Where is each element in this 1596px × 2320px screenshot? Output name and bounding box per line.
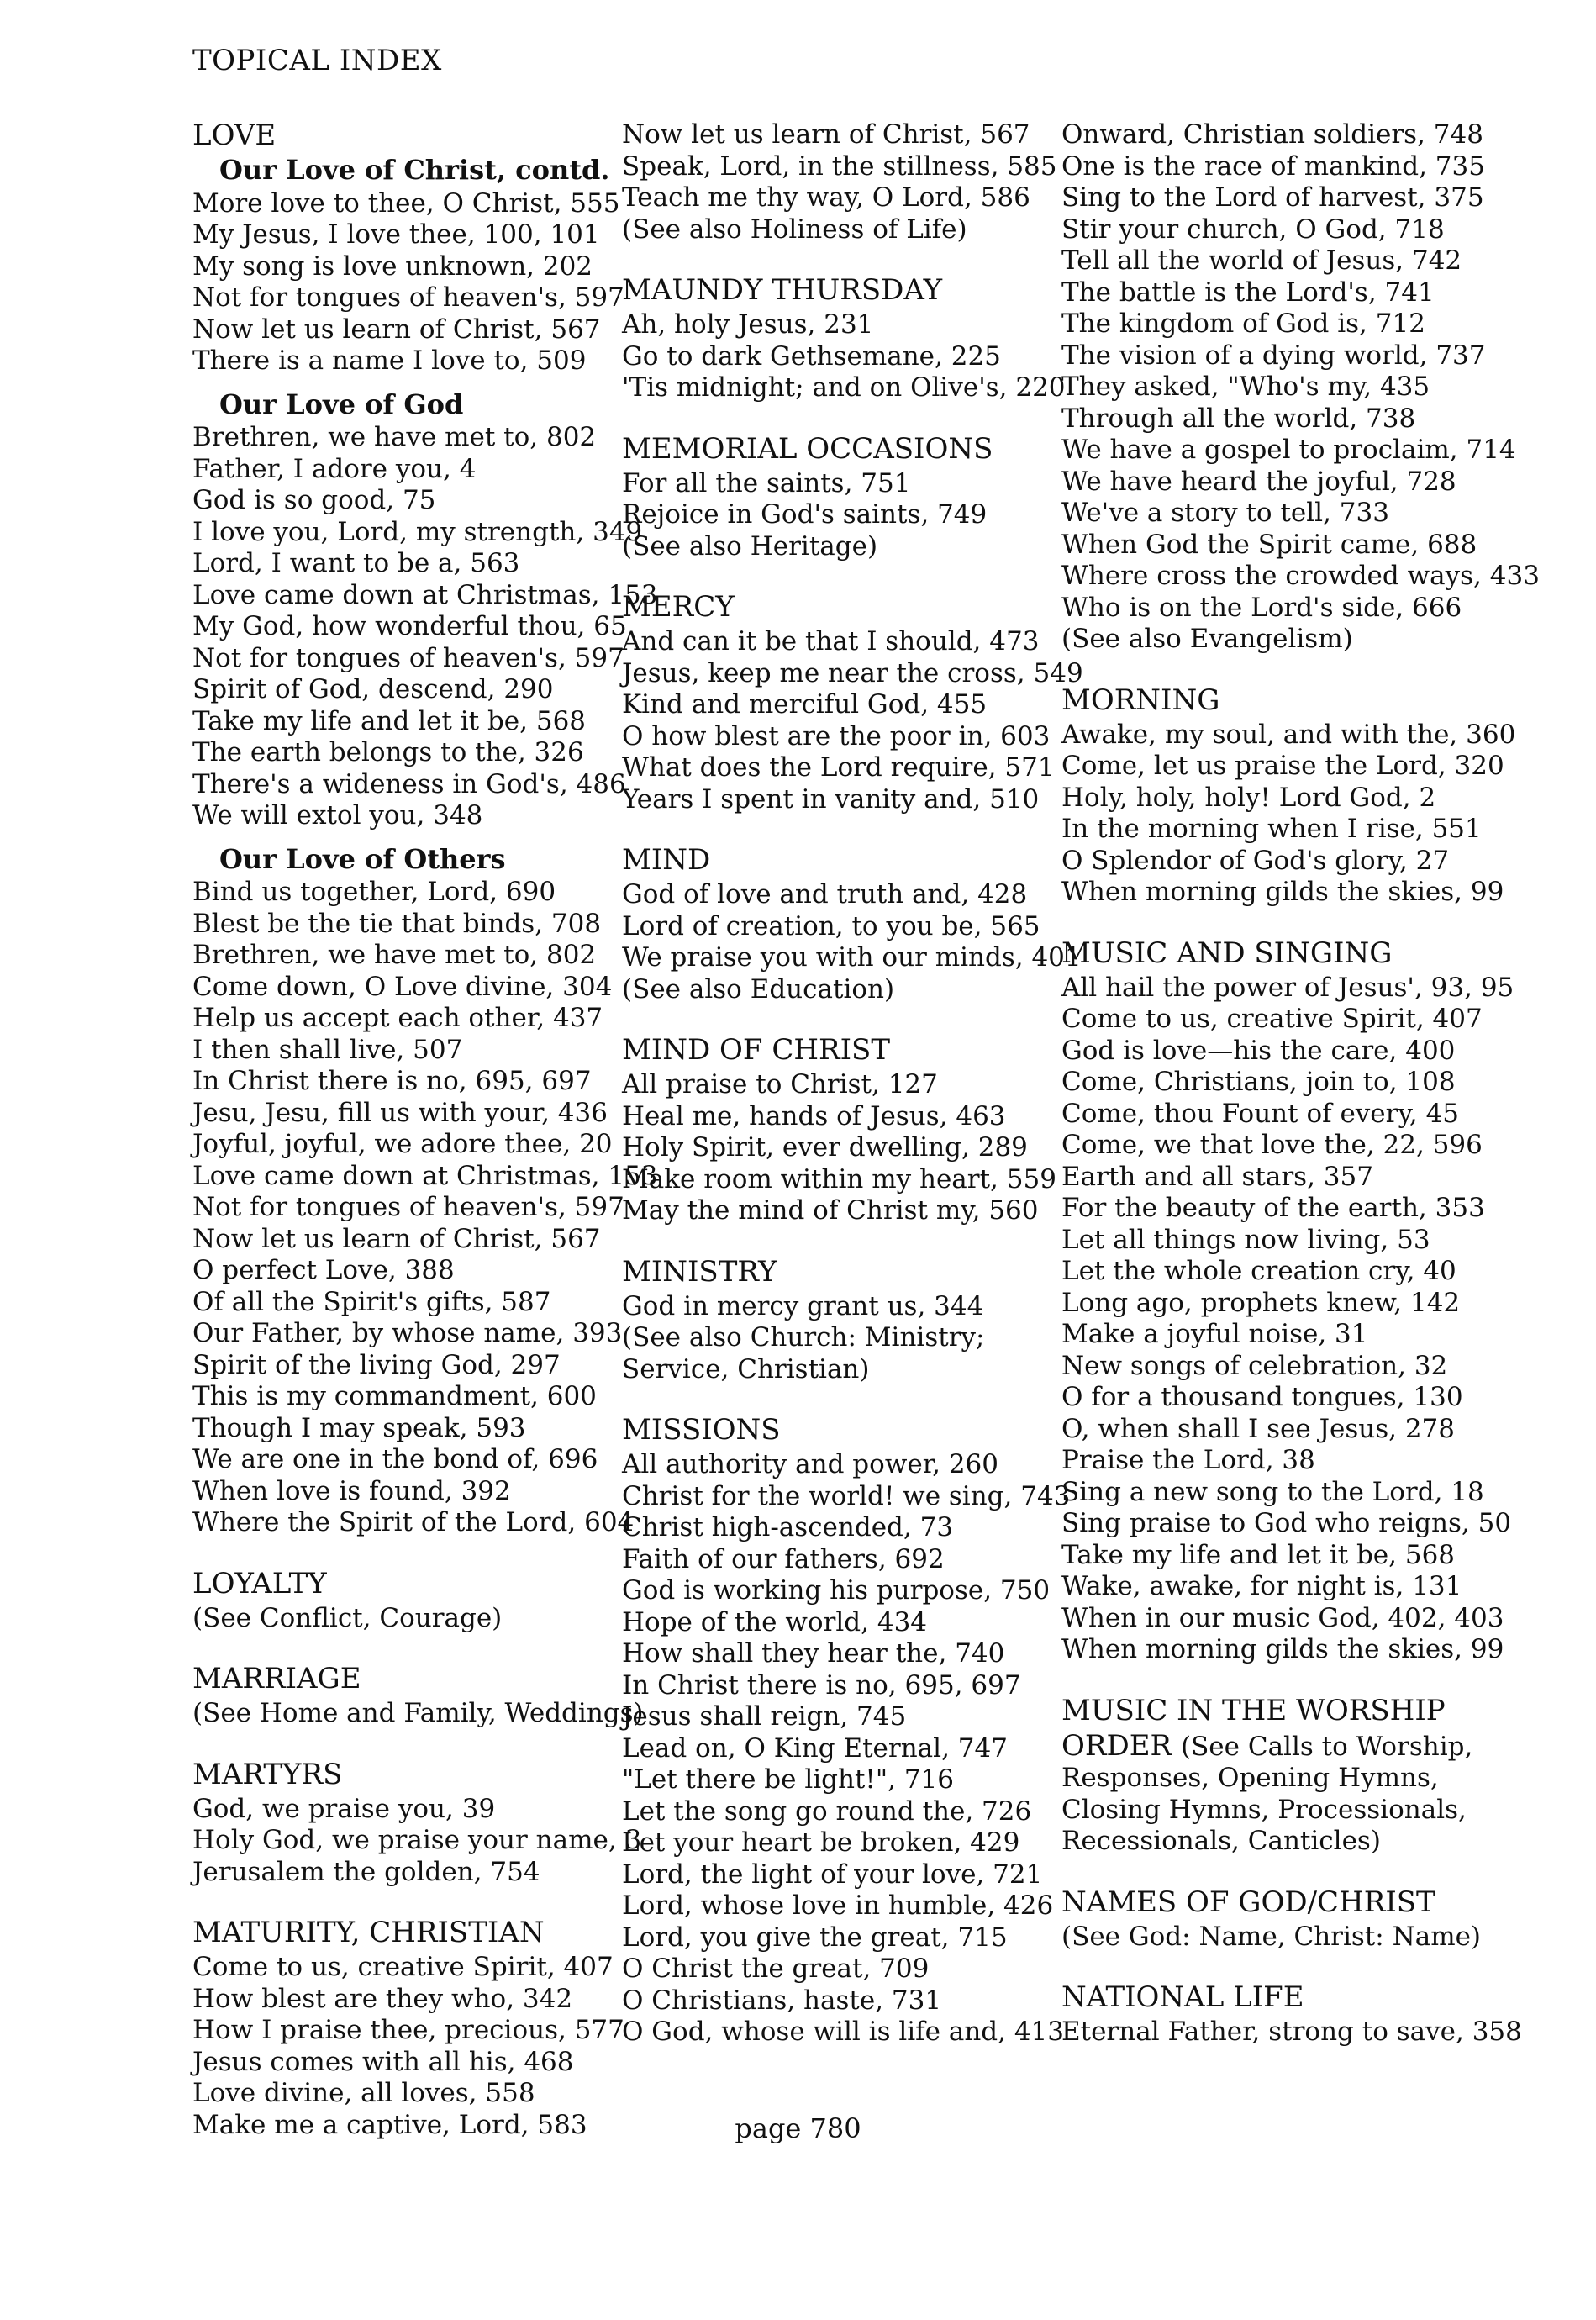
index-section	[622, 433, 1042, 563]
index-entry: Lord, the light of your love, 721	[622, 1859, 1043, 1890]
section-heading: MARTYRS	[192, 1757, 343, 1791]
index-column-1	[192, 119, 658, 2170]
index-column-3	[1061, 119, 1540, 2077]
index-entry: What does the Lord require, 571	[622, 752, 1055, 783]
index-entry: Stir your church, O God, 718	[1061, 214, 1445, 245]
index-entry: The vision of a dying world, 737	[1061, 340, 1486, 371]
index-entry: Though I may speak, 593	[192, 1412, 526, 1443]
index-subsection	[192, 842, 658, 1539]
index-entry: (See Conflict, Courage)	[192, 1602, 503, 1633]
index-entry: New songs of celebration, 32	[1061, 1350, 1448, 1381]
index-section	[1061, 119, 1540, 656]
index-entry: We will extol you, 348	[192, 800, 483, 830]
index-entry: Jesus shall reign, 745	[622, 1701, 907, 1732]
index-entry: Closing Hymns, Processionals,	[1061, 1794, 1467, 1825]
index-entry: Tell all the world of Jesus, 742	[1061, 245, 1462, 276]
index-entry: Rejoice in God's saints, 749	[622, 499, 988, 530]
index-section	[1061, 937, 1515, 1666]
index-entry: All praise to Christ, 127	[622, 1069, 938, 1099]
section-heading: MIND	[622, 843, 711, 877]
index-entry: I then shall live, 507	[192, 1034, 463, 1065]
index-entry: Make room within my heart, 559	[622, 1163, 1056, 1194]
index-entry: O God, whose will is life and, 413	[622, 2017, 1065, 2047]
index-entry: Earth and all stars, 357	[1061, 1161, 1373, 1192]
index-entry: We have heard the joyful, 728	[1061, 466, 1456, 497]
index-entry: Let your heart be broken, 429	[622, 1827, 1020, 1858]
index-entry: Father, I adore you, 4	[192, 453, 477, 484]
index-column-2	[622, 119, 1083, 2077]
index-entry: Let all things now living, 53	[1061, 1224, 1430, 1255]
index-entry: Jesus comes with all his, 468	[192, 2046, 574, 2077]
index-entry: Eternal Father, strong to save, 358	[1061, 2017, 1522, 2047]
index-entry: Faith of our fathers, 692	[622, 1543, 945, 1574]
index-entry: O Christians, haste, 731	[622, 1985, 942, 2016]
index-section	[1061, 1695, 1515, 1858]
index-entry: God is working his purpose, 750	[622, 1575, 1051, 1606]
index-entry: Jesu, Jesu, fill us with your, 436	[192, 1097, 608, 1128]
index-entry: My God, how wonderful thou, 65	[192, 611, 627, 641]
index-entry: Holy, holy, holy! Lord God, 2	[1061, 782, 1436, 813]
index-entry: O how blest are the poor in, 603	[622, 720, 1051, 751]
index-section	[1061, 1886, 1515, 1954]
index-entry: Not for tongues of heaven's, 597	[192, 282, 624, 313]
section-heading: MARRIAGE	[192, 1662, 361, 1695]
index-entry: O for a thousand tongues, 130	[1061, 1382, 1463, 1412]
index-entry: Awake, my soul, and with the, 360	[1061, 719, 1516, 750]
index-entry: Go to dark Gethsemane, 225	[622, 340, 1001, 372]
index-entry: (See also Evangelism)	[1061, 624, 1353, 654]
index-entry: Recessionals, Canticles)	[1061, 1826, 1381, 1856]
section-heading: NATIONAL LIFE	[1061, 1980, 1304, 2014]
index-entry: Wake, awake, for night is, 131	[1061, 1571, 1462, 1601]
index-entry: Christ high-ascended, 73	[622, 1512, 954, 1542]
index-section	[192, 1568, 613, 1635]
index-entry: (See also Holiness of Life)	[622, 214, 967, 245]
index-entry: All authority and power, 260	[622, 1449, 998, 1479]
index-entry: 'Tis midnight; and on Olive's, 220	[622, 372, 1066, 403]
index-section	[622, 119, 1057, 245]
index-entry: God is so good, 75	[192, 485, 436, 515]
index-entry: Through all the world, 738	[1061, 403, 1416, 434]
index-section	[192, 119, 658, 1539]
index-entry: Where the Spirit of the Lord, 604	[192, 1507, 635, 1537]
index-entry: Come, we that love the, 22, 596	[1061, 1130, 1483, 1160]
index-entry: (See also Heritage)	[622, 530, 878, 562]
index-entry: I love you, Lord, my strength, 349	[192, 516, 643, 547]
subsection-heading: Our Love of Others	[219, 842, 506, 875]
index-entry: Make me a captive, Lord, 583	[192, 2109, 587, 2140]
index-section	[622, 843, 1082, 1005]
index-entry: Come, let us praise the Lord, 320	[1061, 751, 1504, 781]
index-entry: Not for tongues of heaven's, 597	[192, 1192, 624, 1222]
index-entry: Lord, I want to be a, 563	[192, 548, 520, 578]
index-entry: There's a wideness in God's, 486	[192, 768, 626, 799]
index-entry: Ah, holy Jesus, 231	[622, 309, 874, 340]
section-heading: MUSIC IN THE WORSHIP	[1061, 1693, 1446, 1727]
index-entry: Teach me thy way, O Lord, 586	[622, 182, 1030, 213]
index-entry: O Christ the great, 709	[622, 1954, 930, 1984]
section-heading: LOVE	[192, 119, 277, 152]
index-entry: Lord of creation, to you be, 565	[622, 910, 1040, 941]
index-entry: Spirit of the living God, 297	[192, 1349, 561, 1380]
index-entry: Come down, O Love divine, 304	[192, 971, 613, 1002]
index-entry: Holy God, we praise your name, 3	[192, 1825, 642, 1855]
index-entry: (See Home and Family, Weddings)	[192, 1698, 644, 1728]
index-section	[192, 1916, 624, 2141]
index-entry: How I praise thee, precious, 577	[192, 2015, 624, 2045]
section-heading: NAMES OF GOD/CHRIST	[1061, 1885, 1435, 1919]
index-entry: God, we praise you, 39	[192, 1793, 496, 1824]
index-entry: The battle is the Lord's, 741	[1061, 277, 1435, 308]
index-entry: Hope of the world, 434	[622, 1606, 928, 1637]
index-entry: We are one in the bond of, 696	[192, 1444, 598, 1474]
index-entry: For the beauty of the earth, 353	[1061, 1193, 1485, 1223]
index-entry: When morning gilds the skies, 99	[1061, 1634, 1504, 1664]
index-entry: Holy Spirit, ever dwelling, 289	[622, 1132, 1028, 1163]
index-section	[622, 1413, 1071, 2048]
index-entry: Speak, Lord, in the stillness, 585	[622, 150, 1057, 182]
index-entry: My song is love unknown, 202	[192, 250, 593, 282]
index-entry: O Splendor of God's glory, 27	[1061, 845, 1450, 876]
index-entry: Make a joyful noise, 31	[1061, 1319, 1368, 1349]
index-entry: In the morning when I rise, 551	[1061, 814, 1482, 844]
index-entry: Sing praise to God who reigns, 50	[1061, 1508, 1512, 1538]
index-entry: God of love and truth and, 428	[622, 879, 1028, 910]
subsection-heading: Our Love of God	[219, 388, 464, 420]
index-entry: More love to thee, O Christ, 555	[192, 187, 620, 219]
index-entry: Sing to the Lord of harvest, 375	[1061, 182, 1484, 213]
index-entry: This is my commandment, 600	[192, 1381, 597, 1411]
index-entry: Spirit of God, descend, 290	[192, 674, 554, 704]
index-section	[622, 1256, 1042, 1386]
section-heading: LOYALTY	[192, 1566, 327, 1600]
index-entry: In Christ there is no, 695, 697	[622, 1669, 1021, 1700]
index-entry: Responses, Opening Hymns,	[1061, 1763, 1439, 1793]
index-entry: May the mind of Christ my, 560	[622, 1195, 1039, 1226]
index-entry: Come, Christians, join to, 108	[1061, 1067, 1456, 1097]
index-entry: Service, Christian)	[622, 1353, 870, 1384]
index-entry: They asked, "Who's my, 435	[1061, 372, 1430, 402]
index-entry: For all the saints, 751	[622, 467, 911, 498]
index-section	[622, 273, 1066, 404]
index-entry: When love is found, 392	[192, 1475, 511, 1506]
section-note: (See Calls to Worship,	[1180, 1731, 1473, 1762]
index-entry: When God the Spirit came, 688	[1061, 529, 1477, 560]
index-entry: Take my life and let it be, 568	[1061, 1539, 1456, 1570]
index-entry: We've a story to tell, 733	[1061, 498, 1389, 528]
index-entry: Help us accept each other, 437	[192, 1003, 603, 1033]
index-entry: We praise you with our minds, 401	[622, 942, 1082, 973]
index-entry: Years I spent in vanity and, 510	[622, 783, 1040, 815]
section-heading: MUSIC AND SINGING	[1061, 936, 1393, 970]
page-number: page 780	[735, 2112, 861, 2144]
index-entry: We have a gospel to proclaim, 714	[1061, 435, 1516, 465]
index-entry: Not for tongues of heaven's, 597	[192, 642, 624, 673]
section-heading: MAUNDY THURSDAY	[622, 273, 943, 307]
index-entry: (See also Education)	[622, 973, 895, 1004]
section-heading: MEMORIAL OCCASIONS	[622, 431, 993, 466]
index-section	[622, 590, 1083, 815]
index-entry: There is a name I love to, 509	[192, 345, 587, 376]
index-entry: (See God: Name, Christ: Name)	[1061, 1921, 1482, 1952]
index-entry: Heal me, hands of Jesus, 463	[622, 1100, 1006, 1131]
index-entry: Jerusalem the golden, 754	[192, 1856, 540, 1887]
index-entry: My Jesus, I love thee, 100, 101	[192, 219, 600, 250]
index-entry: Come to us, creative Spirit, 407	[1061, 1004, 1483, 1034]
index-entry: God in mercy grant us, 344	[622, 1290, 984, 1321]
page-title: TOPICAL INDEX	[192, 44, 442, 77]
section-heading-continued: ORDER	[1061, 1728, 1172, 1763]
index-entry: Praise the Lord, 38	[1061, 1445, 1315, 1475]
index-entry: The earth belongs to the, 326	[192, 737, 584, 767]
section-heading: MATURITY, CHRISTIAN	[192, 1916, 545, 1949]
index-entry: Long ago, prophets knew, 142	[1061, 1287, 1461, 1318]
index-entry: Now let us learn of Christ, 567	[192, 1223, 601, 1254]
index-entry: Come, thou Fount of every, 45	[1061, 1098, 1460, 1129]
section-heading-line	[1061, 1730, 1515, 1764]
index-entry: When morning gilds the skies, 99	[1061, 877, 1504, 907]
index-entry: Brethren, we have met to, 802	[192, 422, 597, 452]
subsection-heading: Our Love of Christ, contd.	[219, 154, 610, 186]
index-subsection	[192, 154, 624, 377]
index-entry: How blest are they who, 342	[192, 1983, 573, 2014]
section-heading: MORNING	[1061, 683, 1220, 717]
index-entry: O, when shall I see Jesus, 278	[1061, 1413, 1455, 1444]
index-entry: Let the song go round the, 726	[622, 1795, 1032, 1827]
index-entry: Of all the Spirit's gifts, 587	[192, 1286, 551, 1317]
index-entry: And can it be that I should, 473	[622, 626, 1040, 656]
index-entry: Love divine, all loves, 558	[192, 2078, 535, 2108]
index-entry: Brethren, we have met to, 802	[192, 940, 597, 970]
section-heading: MERCY	[622, 590, 735, 624]
index-entry: (See also Church: Ministry;	[622, 1322, 985, 1352]
index-entry: How shall they hear the, 740	[622, 1638, 1005, 1669]
index-entry: Christ for the world! we sing, 743	[622, 1480, 1071, 1511]
index-entry: Where cross the crowded ways, 433	[1061, 561, 1540, 591]
index-section	[192, 1662, 644, 1730]
index-entry: Love came down at Christmas, 153	[192, 579, 658, 610]
index-entry: When in our music God, 402, 403	[1061, 1602, 1504, 1633]
index-entry: The kingdom of God is, 712	[1061, 308, 1425, 339]
index-entry: Now let us learn of Christ, 567	[622, 119, 1030, 150]
index-entry: In Christ there is no, 695, 697	[192, 1066, 592, 1096]
index-entry: Lord, you give the great, 715	[622, 1922, 1008, 1953]
index-entry: Let the whole creation cry, 40	[1061, 1256, 1456, 1286]
index-entry: Love came down at Christmas, 153	[192, 1160, 658, 1191]
index-entry: Our Father, by whose name, 393	[192, 1318, 623, 1348]
index-entry: Come to us, creative Spirit, 407	[192, 1952, 614, 1982]
index-entry: Take my life and let it be, 568	[192, 705, 587, 736]
index-entry: Now let us learn of Christ, 567	[192, 314, 601, 345]
index-entry: Onward, Christian soldiers, 748	[1061, 119, 1483, 150]
index-section	[1061, 684, 1515, 909]
index-entry: Kind and merciful God, 455	[622, 689, 988, 720]
section-heading: MISSIONS	[622, 1413, 781, 1447]
index-subsection	[192, 388, 658, 832]
index-section	[192, 1757, 642, 1889]
index-entry: O perfect Love, 388	[192, 1255, 455, 1285]
index-entry: Lead on, O King Eternal, 747	[622, 1732, 1008, 1764]
index-entry: Sing a new song to the Lord, 18	[1061, 1476, 1484, 1507]
index-entry: Blest be the tie that binds, 708	[192, 908, 602, 939]
index-entry: "Let there be light!", 716	[622, 1764, 955, 1795]
index-section	[1061, 1980, 1522, 2048]
section-heading: MIND OF CHRIST	[622, 1033, 890, 1067]
index-entry: Lord, whose love in humble, 426	[622, 1890, 1054, 1921]
index-entry: God is love—his the care, 400	[1061, 1035, 1456, 1066]
index-entry: Jesus, keep me near the cross, 549	[622, 657, 1083, 688]
section-heading: MINISTRY	[622, 1254, 777, 1289]
index-entry: One is the race of mankind, 735	[1061, 150, 1485, 182]
index-section	[622, 1033, 1056, 1227]
index-entry: All hail the power of Jesus', 93, 95	[1061, 972, 1514, 1003]
index-entry: Joyful, joyful, we adore thee, 20	[192, 1129, 613, 1159]
index-entry: Who is on the Lord's side, 666	[1061, 592, 1462, 623]
index-entry: Bind us together, Lord, 690	[192, 877, 556, 907]
